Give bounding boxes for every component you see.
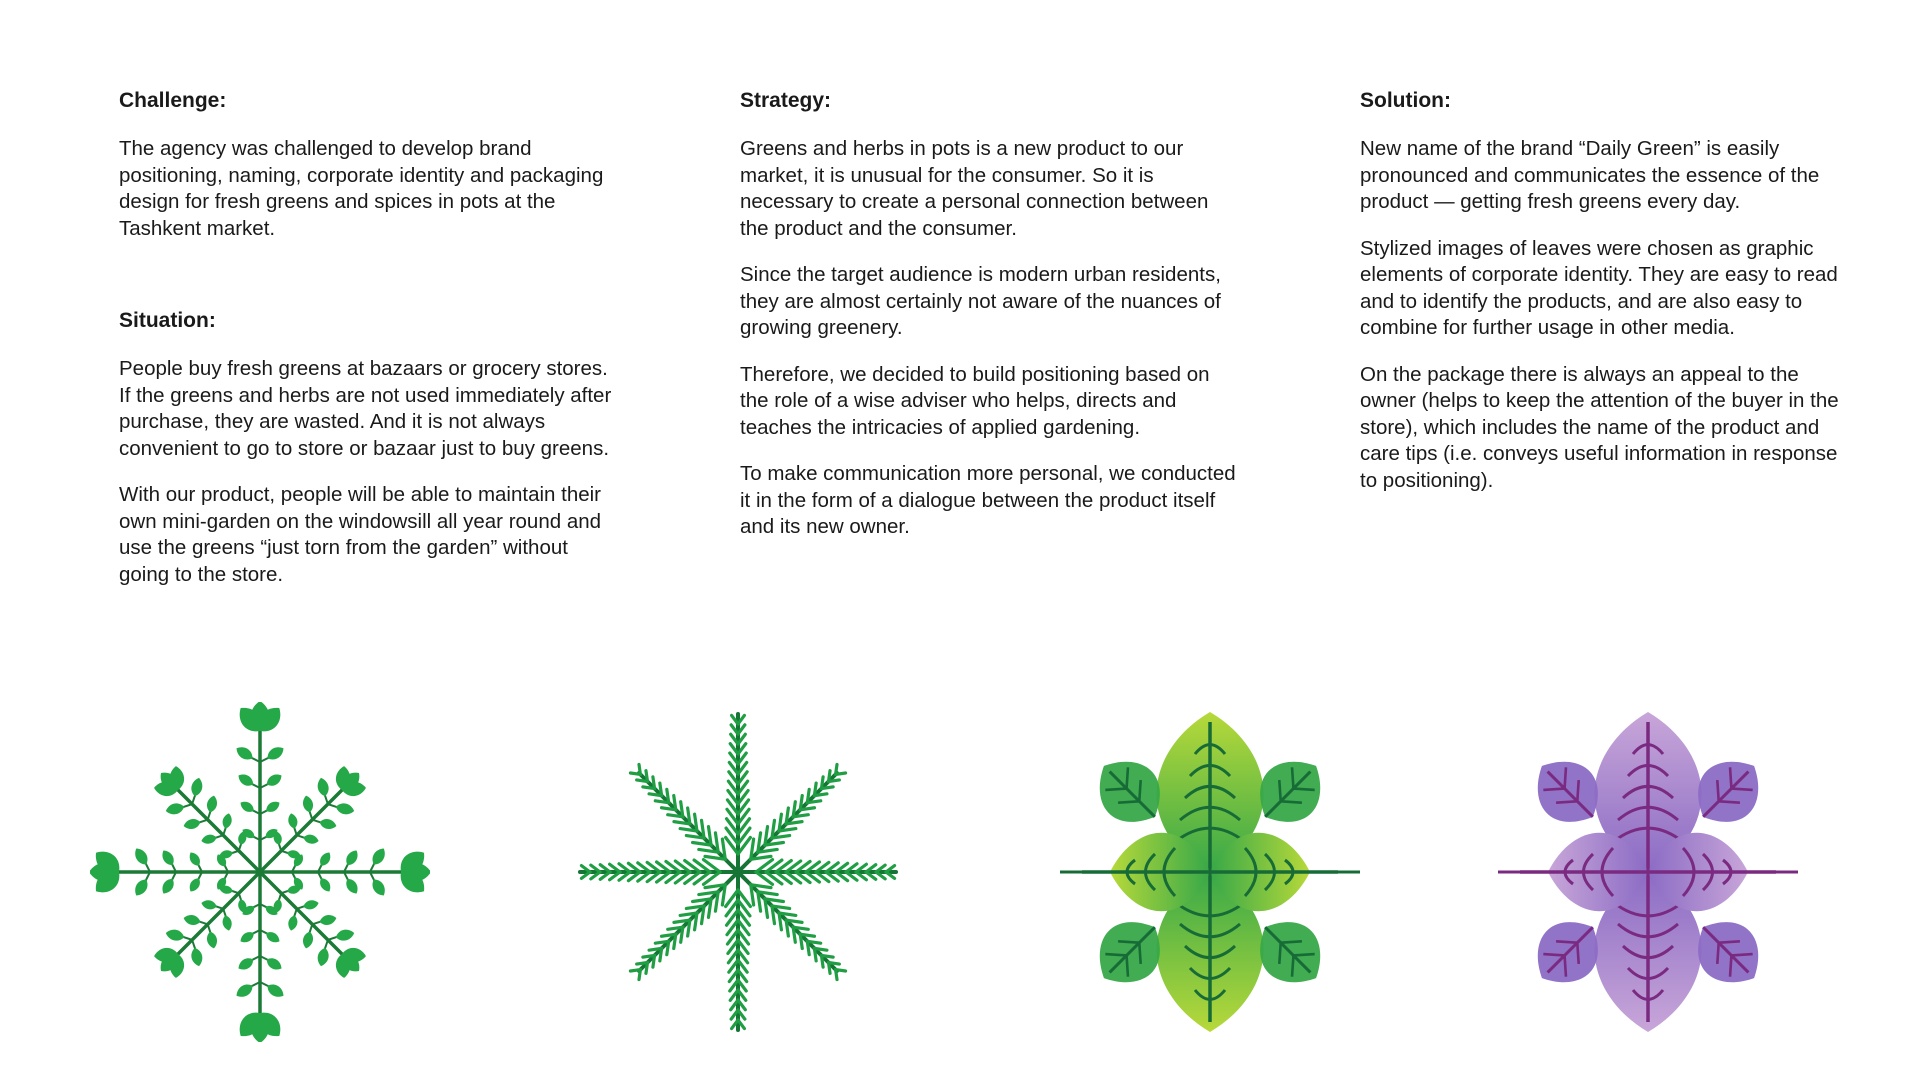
parsley-leaflet [302, 899, 319, 911]
solution-heading: Solution: [1360, 89, 1451, 112]
situation-paragraph: With our product, people will be able to maintain their own mini-garden on the windowsill all year round and use the greens “just torn from the garden” without going to the store. [119, 483, 602, 586]
parsley-leaflet [316, 947, 331, 968]
parsley-leaflet [200, 899, 217, 911]
column-left [119, 88, 619, 608]
parsley-leaflet [205, 931, 218, 950]
solution-paragraph: Stylized images of leaves were chosen as graphic elements of corporate identity. They are easy to read and to identify the products, and are also easy to combine for further usage in other media. [1360, 236, 1838, 339]
parsley-leaflet [343, 876, 360, 896]
parsley-leaflet [301, 795, 314, 814]
basil-green-leaves-icon [1040, 702, 1380, 1042]
challenge-paragraph: The agency was challenged to develop brand positioning, naming, corporate identity and packaging design for fresh greens and spices in pots at the Tashkent market. [119, 137, 604, 240]
column-middle [740, 88, 1240, 561]
parsley-leaflet [187, 850, 203, 868]
solution-section [1360, 88, 1860, 494]
parsley-leaflet [159, 848, 176, 868]
strategy-heading: Strategy: [740, 89, 832, 112]
column-right [1360, 88, 1860, 514]
parsley-leaflet [265, 981, 287, 1000]
parsley-leaflet [183, 817, 202, 830]
basil-purple-leaves-icon [1478, 702, 1818, 1042]
parsley-leaflet [221, 812, 233, 829]
strategy-paragraph: Greens and herbs in pots is a new product to our market, it is unusual for the consumer. So it is necessary to create a personal connection between the product and the consumer. [740, 137, 1209, 240]
solution-paragraph: On the package there is always an appeal to the owner (helps to keep the attention of the buyer in the store), which includes the name of the product and care tips (i.e. conveys useful information in response to positioning). [1360, 362, 1839, 492]
parsley-leaflet [319, 913, 338, 926]
strategy-paragraph: To make communication more personal, we conducted it in the form of a dialogue between the product itself and its new owner. [740, 462, 1236, 538]
parsley-leaflet [190, 947, 205, 968]
dill-frond-star-icon [568, 702, 908, 1042]
parsley-leaflet [132, 846, 151, 868]
parsley-leaflet [238, 929, 256, 945]
solution-paragraph: New name of the brand “Daily Green” is easily pronounced and communicates the essence of the product — getting fresh greens every day. [1360, 137, 1820, 213]
parsley-leaflet [236, 955, 256, 972]
parsley-leaflet [221, 914, 233, 931]
parsley-leaflet [236, 771, 256, 788]
situation-section [119, 308, 619, 588]
parsley-leaf-star-icon [90, 702, 430, 1042]
parsley-leaflet [301, 931, 314, 950]
parsley-leaflet [264, 771, 284, 788]
parsley-leaflet [264, 799, 282, 815]
parsley-leaflet [264, 955, 284, 972]
parsley-leaflet [190, 777, 205, 798]
parsley-leaflet [200, 833, 217, 845]
parsley-leaflet [319, 817, 338, 830]
parsley-leaflet [369, 877, 388, 899]
parsley-leaflet [369, 846, 388, 868]
strategy-paragraph: Since the target audience is modern urban residents, they are almost certainly not aware of the nuances of growing greenery. [740, 263, 1221, 339]
parsley-leaflet [287, 914, 299, 931]
parsley-leaflet [165, 928, 186, 943]
situation-paragraph: People buy fresh greens at bazaars or grocery stores. If the greens and herbs are not used immediately after purchase, they are wasted. And it is not always convenient to go to store or bazaar just to buy greens. [119, 357, 612, 460]
parsley-leaflet [317, 850, 333, 868]
parsley-leaflet [287, 812, 299, 829]
parsley-leaflet [165, 802, 186, 817]
strategy-paragraph: Therefore, we decided to build positioning based on the role of a wise adviser who helps, directs and teaches the intricacies of applied gardening. [740, 362, 1210, 439]
parsley-leaflet [183, 913, 202, 926]
situation-heading: Situation: [119, 309, 216, 332]
parsley-leaflet [159, 876, 176, 896]
parsley-leaflet [234, 744, 256, 763]
parsley-leaflet [265, 744, 287, 763]
challenge-section [119, 88, 619, 242]
parsley-leaflet [302, 833, 319, 845]
parsley-leaflet [187, 876, 203, 894]
parsley-leaflet [234, 981, 256, 1000]
parsley-leaflet [205, 795, 218, 814]
strategy-section [740, 88, 1240, 541]
parsley-leaflet [317, 876, 333, 894]
parsley-leaflet [335, 928, 356, 943]
parsley-leaflet [264, 929, 282, 945]
parsley-leaflet [238, 799, 256, 815]
parsley-leaflet [343, 848, 360, 868]
parsley-leaflet [132, 877, 151, 899]
parsley-leaflet [316, 777, 331, 798]
challenge-heading: Challenge: [119, 89, 227, 112]
parsley-leaflet [335, 802, 356, 817]
